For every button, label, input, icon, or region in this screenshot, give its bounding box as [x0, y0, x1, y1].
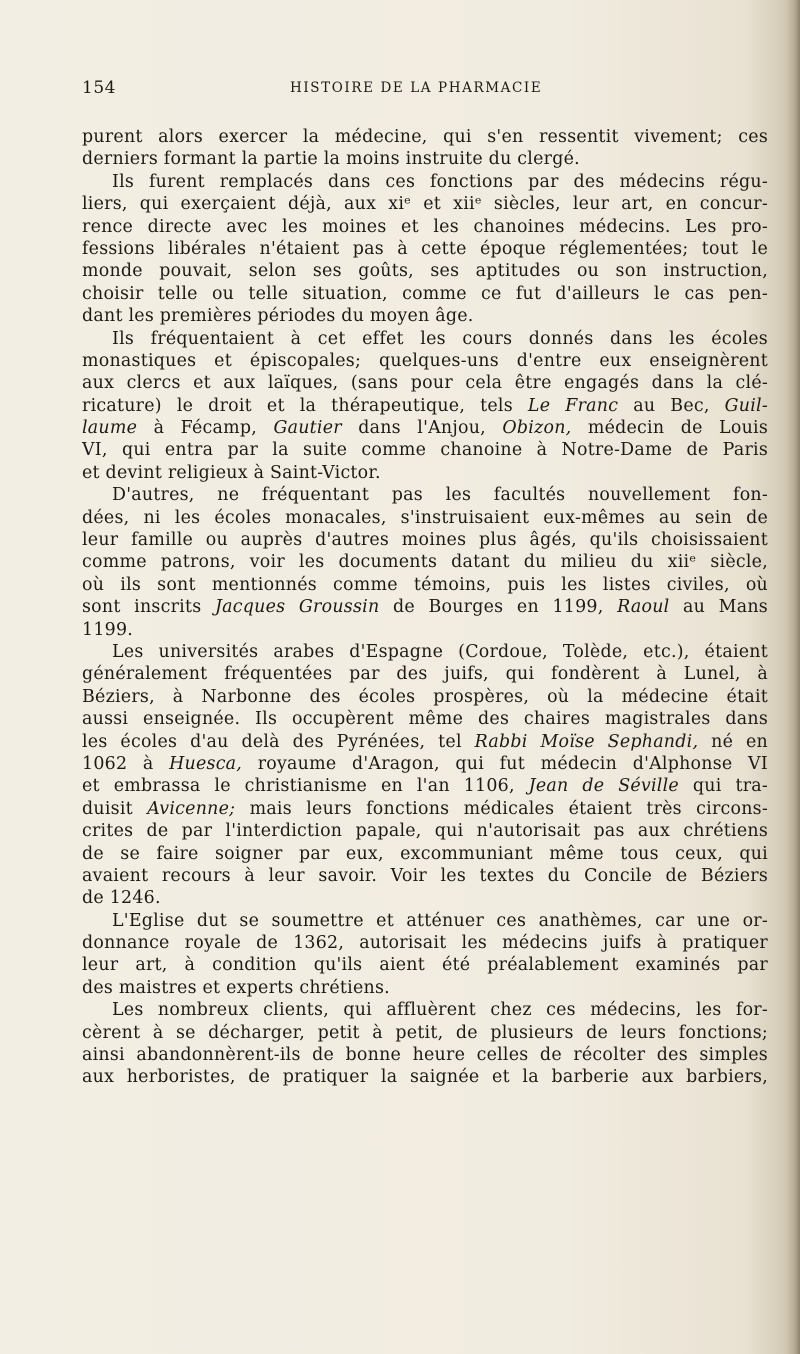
text-line	[82, 507, 768, 529]
text-line	[82, 686, 768, 708]
text-line	[82, 574, 768, 596]
text-segment: et embrassa le christianisme en l'an 1106,	[82, 776, 529, 797]
text-line	[82, 843, 768, 865]
body-text	[82, 126, 768, 1089]
text-segment: né en	[698, 731, 768, 752]
text-line	[82, 775, 768, 797]
text-line	[82, 708, 768, 730]
text-segment: dant les premières périodes du moyen âge.	[82, 306, 474, 327]
text-line	[82, 551, 768, 573]
text-segment: fessions libérales n'étaient pas à cette époque réglementées; tout le	[82, 238, 768, 259]
text-segment: monde pouvait, selon ses goûts, ses aptitudes ou son instruction,	[82, 261, 768, 282]
text-line	[82, 283, 768, 305]
text-line	[82, 484, 768, 506]
text-segment: sont inscrits	[82, 597, 215, 618]
text-segment: médecin de Louis	[571, 418, 769, 439]
text-segment: choisir telle ou telle situation, comme ce fut d'ailleurs le cas pen-	[82, 283, 768, 304]
text-line	[82, 596, 768, 618]
italic-name: Guil-	[724, 395, 768, 416]
text-line	[82, 193, 768, 215]
text-line	[82, 305, 768, 327]
italic-name: Jacques Groussin	[214, 597, 380, 618]
page-number: 154	[82, 78, 116, 98]
text-segment: Ils fréquentaient à cet effet les cours donnés dans les écoles	[112, 328, 768, 349]
italic-name: Jean de Séville	[528, 776, 679, 797]
page-header	[82, 78, 764, 102]
text-segment: royaume d'Aragon, qui fut médecin d'Alphonse VI	[242, 753, 768, 774]
text-line	[82, 529, 768, 551]
text-segment: Les nombreux clients, qui affluèrent chez ces médecins, les for-	[112, 1000, 768, 1021]
italic-name: Avicenne;	[147, 798, 236, 819]
text-segment: à Fécamp,	[137, 418, 274, 439]
text-segment: monastiques et épiscopales; quelques-uns d'entre eux enseignèrent	[82, 350, 768, 371]
text-line	[82, 260, 768, 282]
text-line	[82, 798, 768, 820]
text-segment: ricature) le droit et la thérapeutique, tels	[82, 395, 528, 416]
text-line	[82, 977, 768, 999]
text-segment: purent alors exercer la médecine, qui s'en ressentit vivement; ces	[82, 127, 768, 147]
text-segment: au Mans	[669, 597, 768, 618]
text-segment: des maistres et experts chrétiens.	[82, 977, 390, 998]
text-segment: ainsi abandonnèrent-ils de bonne heure celles de récolter des simples	[82, 1045, 768, 1066]
text-segment: et devint religieux à Saint-Victor.	[82, 462, 381, 483]
text-segment: aux clercs et aux laïques, (sans pour cela être engagés dans la clé-	[82, 373, 768, 394]
text-segment: où ils sont mentionnés comme témoins, puis les listes civiles, où	[82, 574, 768, 595]
italic-name: Huesca,	[169, 753, 243, 774]
text-line	[82, 910, 768, 932]
text-segment: avaient recours à leur savoir. Voir les textes du Concile de Béziers	[82, 865, 768, 886]
text-line	[82, 932, 768, 954]
italic-name: Raoul	[617, 597, 670, 618]
text-line	[82, 954, 768, 976]
text-segment: VI, qui entra par la suite comme chanoine à Notre-Dame de Paris	[82, 440, 768, 461]
text-segment: liers, qui exerçaient déjà, aux xiᵉ et xiiᵉ siècles, leur art, en concur-	[82, 194, 768, 215]
text-line	[82, 663, 768, 685]
text-segment: donnance royale de 1362, autorisait les médecins juifs à pratiquer	[82, 933, 768, 954]
text-segment: Béziers, à Narbonne des écoles prospères, où la médecine était	[82, 686, 768, 707]
text-line	[82, 216, 768, 238]
text-segment: de 1246.	[82, 888, 161, 909]
text-segment: 1062 à	[82, 753, 170, 774]
text-segment: dans l'Anjou,	[341, 418, 503, 439]
text-segment: mais leurs fonctions médicales étaient très circons-	[235, 798, 768, 819]
text-line	[82, 372, 768, 394]
text-segment: 1199.	[82, 619, 134, 640]
text-segment: Les universités arabes d'Espagne (Cordoue, Tolède, etc.), étaient	[112, 641, 768, 662]
text-line	[82, 328, 768, 350]
text-segment: duisit	[82, 798, 148, 819]
text-segment: rence directe avec les moines et les chanoines médecins. Les pro-	[82, 216, 768, 237]
text-line	[82, 238, 768, 260]
text-line	[82, 753, 768, 775]
text-line	[82, 148, 768, 170]
text-line	[82, 126, 768, 148]
text-line	[82, 417, 768, 439]
text-line	[82, 350, 768, 372]
text-line	[82, 439, 768, 461]
italic-name: Le Franc	[527, 395, 619, 416]
text-segment: cèrent à se décharger, petit à petit, de plusieurs de leurs fonctions;	[82, 1022, 768, 1043]
text-line	[82, 887, 768, 909]
italic-name: Gautier	[273, 418, 342, 439]
text-segment: Ils furent remplacés dans ces fonctions par des médecins régu-	[112, 171, 768, 192]
text-segment: derniers formant la partie la moins instruite du clergé.	[82, 149, 580, 170]
text-segment: de Bourges en 1199,	[379, 597, 618, 618]
text-line	[82, 1044, 768, 1066]
italic-name: laume	[82, 418, 138, 439]
text-segment: au Bec,	[618, 395, 725, 416]
text-segment: aux herboristes, de pratiquer la saignée et la barberie aux barbiers,	[82, 1067, 768, 1088]
running-head: HISTOIRE DE LA PHARMACIE	[290, 80, 543, 96]
text-line	[82, 641, 768, 663]
text-segment: crites de par l'interdiction papale, qui n'autorisait pas aux chrétiens	[82, 821, 768, 842]
text-segment: D'autres, ne fréquentant pas les facultés nouvellement fon-	[112, 485, 768, 506]
text-segment: de se faire soigner par eux, excommuniant même tous ceux, qui	[82, 843, 768, 864]
italic-name: Obizon,	[502, 418, 572, 439]
italic-name: Rabbi Moïse Sephandi,	[474, 731, 699, 752]
text-line	[82, 820, 768, 842]
text-segment: leur famille ou auprès d'autres moines plus âgés, qu'ils choisissaient	[82, 530, 768, 551]
text-line	[82, 865, 768, 887]
text-segment: généralement fréquentées par des juifs, qui fondèrent à Lunel, à	[82, 664, 768, 685]
text-segment: qui tra-	[678, 776, 768, 797]
text-line	[82, 462, 768, 484]
text-line	[82, 1022, 768, 1044]
text-line	[82, 171, 768, 193]
text-line	[82, 619, 768, 641]
text-segment: leur art, à condition qu'ils aient été préalablement examinés par	[82, 955, 768, 976]
text-line	[82, 395, 768, 417]
text-segment: comme patrons, voir les documents datant du milieu du xiiᵉ siècle,	[82, 552, 768, 573]
text-line	[82, 999, 768, 1021]
text-line	[82, 1066, 768, 1088]
text-line	[82, 731, 768, 753]
page-edge-shadow	[786, 0, 800, 1354]
text-segment: les écoles d'au delà des Pyrénées, tel	[82, 731, 475, 752]
text-segment: aussi enseignée. Ils occupèrent même des chaires magistrales dans	[82, 709, 768, 730]
text-segment: L'Eglise dut se soumettre et atténuer ces anathèmes, car une or-	[112, 910, 768, 931]
text-segment: dées, ni les écoles monacales, s'instruisaient eux-mêmes au sein de	[82, 507, 768, 528]
